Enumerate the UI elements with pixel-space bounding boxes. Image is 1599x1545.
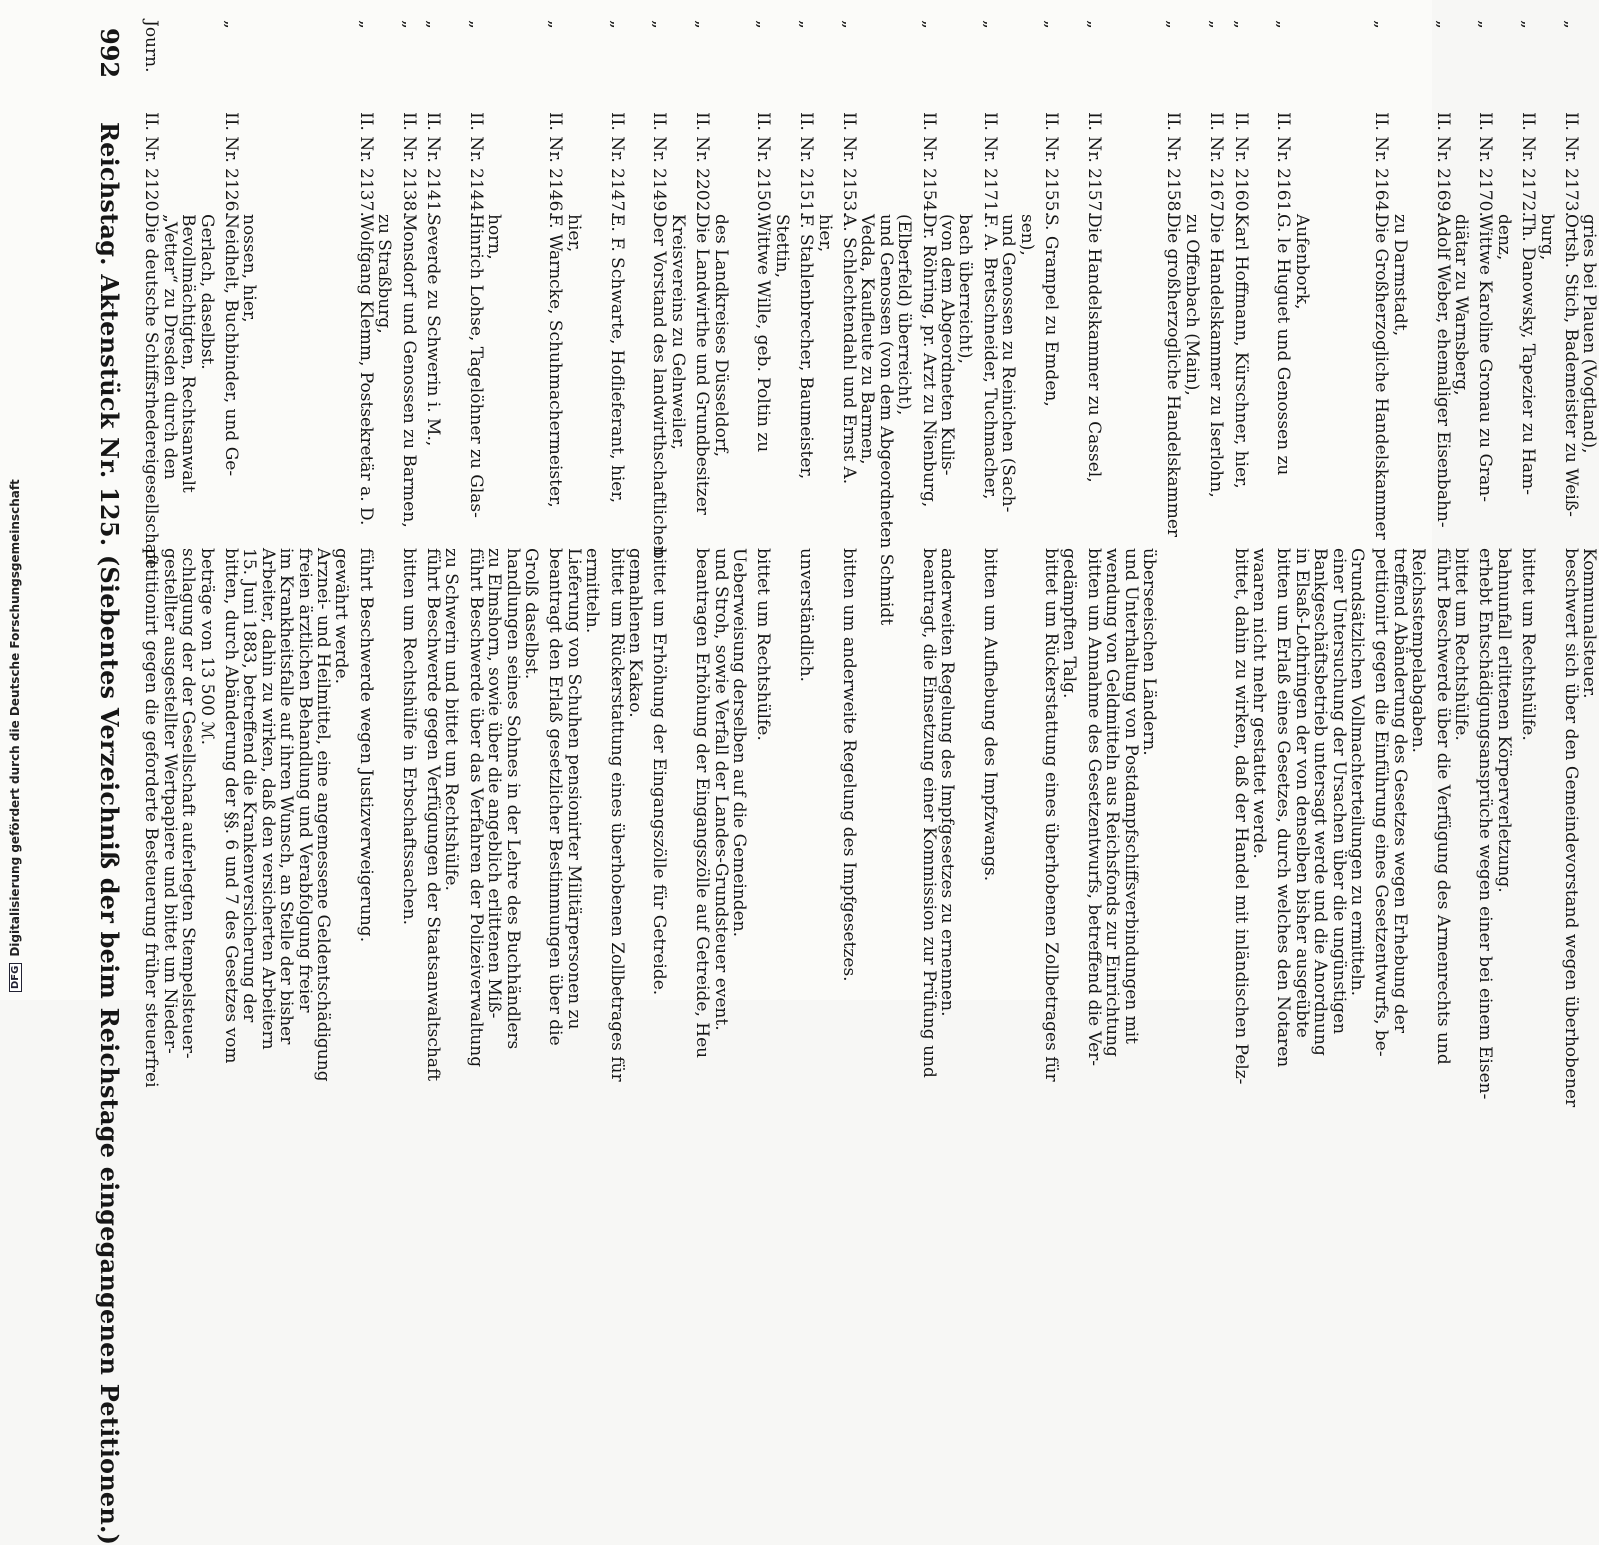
journal-mark <box>919 20 937 58</box>
journal-mark-text: „ <box>796 20 817 29</box>
petitioner <box>693 214 748 548</box>
petition-number <box>649 112 670 217</box>
petitioner-line: Bevollmächtigten, Rechtsanwalt <box>178 214 199 493</box>
petition-content-line: Ueberweisung derselben auf die Gemeinden. <box>728 548 749 938</box>
page-header <box>92 0 128 1545</box>
petition-content-line: handlungen seines Sohnes in der Lehre des Buchhändlers <box>502 548 523 1050</box>
petition-number <box>355 112 376 217</box>
petitioner-line: F. A. Bretschneider, Tuchmacher, <box>979 214 1000 500</box>
petition-entry <box>545 0 603 1046</box>
petition-content <box>840 548 914 998</box>
journal-mark-text: „ <box>355 20 376 29</box>
petitioner-line: (Elberfeld) überreicht), <box>894 214 915 416</box>
petition-number <box>606 112 627 217</box>
petition-content-line: Reichsstempelabgaben. <box>1408 548 1429 753</box>
petition-content-line: gestellter ausgestellter Wertpapiere und bittet um Nieder- <box>159 548 180 1054</box>
journal-mark-text: „ <box>918 20 939 29</box>
petition-content-line: ermitteln. <box>582 548 603 634</box>
petition-number <box>1518 112 1539 217</box>
petition-number <box>692 112 713 217</box>
journal-mark <box>222 20 240 58</box>
petition-number <box>1475 112 1496 217</box>
petition-number <box>796 112 817 217</box>
petitioner <box>980 214 1035 548</box>
petition-content-line: überseeischen Ländern. <box>1138 548 1159 756</box>
petition-content <box>1475 548 1514 1100</box>
petition-content <box>980 548 1035 998</box>
petition-content-line: bittet um Rückerstattung eines überhobenen Zollbetrages für <box>1041 548 1061 1082</box>
journal-mark <box>356 20 374 58</box>
petitioner-line: burg, <box>1536 214 1557 261</box>
petitioner-line: zu Darmstadt, <box>1389 214 1410 337</box>
journal-mark-text: „ <box>1163 20 1184 29</box>
journal-mark <box>466 20 484 58</box>
petitioner-line: Die Landwirthe und Grundbesitzer <box>692 214 713 515</box>
journal-mark <box>399 20 417 58</box>
journal-mark <box>1372 20 1390 58</box>
petitioner-line: Der Vorstand des landwirthschaftlichen <box>649 214 670 557</box>
petition-number-text: II. Nr. 2167. <box>1206 112 1227 217</box>
petition-content-line: Bankgeschäftsbetrieb untersagt werde und die Anordnung <box>1310 548 1331 1056</box>
journal-mark-text: „ <box>423 20 444 29</box>
petition-content-line: beantragen Erhöhung der Eingangszölle auf Getreide, Heu <box>692 548 713 1059</box>
petition-content <box>650 548 687 998</box>
petition-number <box>1083 112 1104 217</box>
petition-content-line: gemahlenen Kakao. <box>624 548 645 718</box>
petition-entry <box>1164 0 1201 1000</box>
journal-mark <box>546 20 564 58</box>
petition-number <box>1371 112 1392 217</box>
journal-mark <box>607 20 625 58</box>
petition-number-text: II. Nr. 2151. <box>796 112 817 217</box>
petitioner-line: hier, <box>814 214 835 253</box>
petitioner <box>1164 214 1201 548</box>
journal-mark <box>840 20 858 58</box>
petition-number-text: II. Nr. 2146. <box>545 112 566 217</box>
petition-number-text: II. Nr. 2141. <box>423 112 444 217</box>
petition-number <box>398 112 419 217</box>
petitioner-line: E. F. Schwarte, Hoflieferant, hier, <box>606 214 627 504</box>
petition-content-line: gewährt werde. <box>331 548 352 685</box>
petitioner <box>1433 214 1470 548</box>
petitioner-line: hier, <box>563 214 584 253</box>
petition-content <box>141 548 217 1088</box>
petitioner <box>1207 214 1225 548</box>
petition-content-line: schlagung der der Gesellschaft auferlegten Stempelsteuer- <box>178 548 199 1059</box>
petitioner-line: zu Offenbach (Main), <box>1181 214 1202 396</box>
petition-number-text: II. Nr. 2137. <box>355 112 376 217</box>
petition-number-text: II. Nr. 2153. <box>839 112 860 217</box>
petitioner <box>1476 214 1513 548</box>
petition-number <box>753 112 774 217</box>
petition-entry <box>1371 0 1429 1057</box>
petition-content <box>692 548 749 1059</box>
journal-mark <box>1084 20 1102 58</box>
petition-content <box>1230 548 1269 1085</box>
petition-entry <box>692 0 749 1059</box>
petitioner-line: bach überreicht), <box>955 214 976 364</box>
journal-mark-text: „ <box>398 20 419 29</box>
journal-mark-text: „ <box>1432 20 1453 29</box>
petition-number <box>1163 112 1184 217</box>
petition-number <box>423 112 444 217</box>
petitioner-line: und Genossen zu Reinichen (Sach- <box>998 214 1019 513</box>
petitioner-line: Neidhelt, Buchbinder, und Ge- <box>221 214 241 477</box>
petition-content <box>1371 548 1429 1057</box>
journal-mark <box>693 20 711 58</box>
petitioner <box>1084 214 1158 548</box>
petition-content-line: bitten, durch Abänderung der §§. 6 und 7 des Gesetzes vom <box>221 548 241 1064</box>
petition-number <box>221 112 242 217</box>
petitioner <box>546 214 601 548</box>
petition-content-line: bitten um Annahme des Gesetzentwurfs, betreffend die Ver- <box>1083 548 1104 1067</box>
petition-content-line: führt Beschwerde über das Verfahren der Polizeiverwaltung <box>465 548 486 1068</box>
petition-entry <box>980 0 1035 1000</box>
petition-entry <box>221 0 352 1082</box>
page-number: 992 <box>95 28 125 79</box>
petition-content <box>1273 548 1367 1068</box>
petition-number <box>1206 112 1227 217</box>
petition-content-line: Kommunalsteuer. <box>1579 548 1599 699</box>
petition-number-text: II. Nr. 2171. <box>979 112 1000 217</box>
petition-number-text: II. Nr. 2126. <box>221 112 242 217</box>
petitioner <box>141 214 217 568</box>
journal-mark-text: „ <box>692 20 713 29</box>
journal-mark <box>1433 20 1451 58</box>
journal-mark-text: „ <box>1230 20 1251 29</box>
journal-mark-text: „ <box>839 20 860 29</box>
petitioner-line: Ortsh. Stich, Bademeister zu Weiß- <box>1560 214 1581 517</box>
petition-entry <box>1432 0 1471 1065</box>
petition-content-line: 15. Juni 1883, betreffend die Krankenversicherung der <box>239 548 260 1023</box>
dfg-logo: DFG <box>9 963 22 992</box>
journal-mark-text: „ <box>753 20 774 29</box>
petition-content-line: freien ärztlichen Behandlung und Verabfolgung freier <box>294 548 315 1013</box>
petitioner-line: zu Straßburg, <box>374 214 395 334</box>
digitization-footer <box>6 479 24 992</box>
petition-entry <box>754 0 791 1000</box>
petitioner-line: gries bei Plauen (Vogtland), <box>1579 214 1599 454</box>
petitioner <box>1042 214 1079 548</box>
petitioner <box>222 214 351 548</box>
petition-number-text: II. Nr. 2149. <box>649 112 670 217</box>
petition-content-line: beschwert sich über den Gemeindevorstand wegen überhobener <box>1560 548 1581 1108</box>
petition-content <box>1083 548 1159 1067</box>
petitioner <box>607 214 644 548</box>
petitioner-line: Adolf Weber, ehemaliger Eisenbahn- <box>1432 214 1453 528</box>
petition-content-line: führt Beschwerde wegen Justizverweigerung. <box>355 548 376 943</box>
petition-number <box>1041 112 1062 217</box>
petition-number-text: II. Nr. 2170. <box>1475 112 1496 217</box>
petition-number-text: II. Nr. 2150. <box>753 112 774 217</box>
petitioner <box>356 214 393 548</box>
petition-content <box>423 548 462 1082</box>
petitioner-line: Wittwe Wille, geb. Poltin zu <box>753 214 774 453</box>
petition-content <box>918 548 974 1078</box>
petition-content-line: bittet um Rechtshülfe. <box>753 548 774 741</box>
petitioner-line: denz, <box>1493 214 1514 261</box>
petition-content-line: Arznei- und Heilmittel, eine angemessene Geldentschädigung <box>312 548 333 1082</box>
petition-content-line: petitionirt gegen die geforderte Besteuerung früher steuerfrei <box>141 548 162 1088</box>
petition-entry <box>606 0 645 1082</box>
petition-content-line: bitten um anderweite Regelung des Impfgesetzes. <box>839 548 859 982</box>
petition-content-line: bittet um Erhöhung der Eingangszölle für Getreide. <box>649 548 670 996</box>
petitioner-line: S. Grampel zu Emden, <box>1041 214 1061 407</box>
petitioner-line: Hinrich Lohse, Tagelöhner zu Glas- <box>465 214 486 518</box>
petition-entry <box>141 0 217 1088</box>
petition-content-line: bitten um Erlaß eines Gesetzes, durch welches den Notaren <box>1273 548 1294 1068</box>
journal-mark-text: „ <box>1041 20 1062 29</box>
petition-number <box>465 112 486 217</box>
petitioner <box>1519 214 1556 548</box>
petitioner-line: Dr. Röhring, pr. Arzt zu Nienburg, <box>918 214 939 508</box>
petition-content-line: und Unterhaltung von Postdampfschiffsverbindungen mit <box>1120 548 1141 1045</box>
petitioner-line: A. Schlechtendahl und Ernst A. <box>839 214 859 485</box>
petition-number-text: II. Nr. 2202. <box>692 112 713 217</box>
journal-mark <box>754 20 772 58</box>
petition-content-line: gedämpften Talg. <box>1059 548 1080 699</box>
petitioner <box>424 214 461 548</box>
journal-mark <box>424 20 442 58</box>
petitioner <box>839 214 915 626</box>
petitioner-line: Karl Hoffmann, Kürschner, hier, <box>1230 214 1251 489</box>
petition-number <box>979 112 1000 217</box>
petition-content-line: zu Schwerin und bittet um Rechtshülfe. <box>441 548 462 891</box>
petitioner-line: Monsdorf und Genossen zu Barmen, <box>398 214 419 528</box>
petition-content-line: in Elsaß-Lothringen der von denselben bisher ausgeübte <box>1291 548 1312 1038</box>
petition-entry <box>797 0 834 1000</box>
petition-number-text: II. Nr. 2164. <box>1371 112 1392 217</box>
journal-mark-text: „ <box>606 20 627 29</box>
journal-mark <box>141 20 162 73</box>
petition-content-line: bittet, dahin zu wirken, daß der Handel mit inländischen Pelz- <box>1230 548 1251 1085</box>
petition-content-line: im Krankheitsfalle auf ihren Wunsch, an Stelle der bisher <box>276 548 297 1045</box>
petitioner-line: F. Stahlenbrecher, Baumeister, <box>796 214 817 480</box>
petition-content <box>356 548 393 998</box>
petitioner-line: Vedda, Kaufleute zu Barmen, <box>857 214 878 465</box>
petition-entry <box>1230 0 1269 1085</box>
journal-mark <box>1164 20 1182 58</box>
journal-mark <box>1042 20 1060 58</box>
journal-mark <box>1207 20 1225 58</box>
footer-text: Digitalisierung gefördert durch die Deutsche Forschungsgemeinschaft <box>8 479 22 957</box>
petitioner <box>399 214 417 548</box>
journal-mark <box>650 20 668 58</box>
petition-entry <box>1519 0 1556 1000</box>
journal-mark-text: „ <box>465 20 486 29</box>
petition-entry <box>356 0 393 1000</box>
petition-number <box>918 112 939 217</box>
petition-content-line: anderweiten Regelung des Impfgesetzes zu ernennen. <box>937 548 957 1017</box>
petition-number-text: II. Nr. 2169. <box>1432 112 1453 217</box>
petition-content-line: beantragt den Erlaß gesetzlicher Bestimmungen über die <box>545 548 566 1046</box>
petition-content-line: waaren nicht mehr gestattet werde. <box>1248 548 1269 859</box>
petitioner-line: F. Warncke, Schuhmachermeister, <box>545 214 566 508</box>
petitioner-line: Die Großherzogliche Handelskammer <box>1371 214 1392 540</box>
petition-content <box>797 548 834 998</box>
petition-entry <box>465 0 541 1068</box>
petition-content-line: bittet um Rechtshülfe. <box>1518 548 1539 741</box>
petition-content-line: Arbeiter, dahin zu wirken, daß den versicherten Arbeitern <box>257 548 278 1050</box>
petition-content-line: führt Beschwerde über die Verfügung des Armenrechts und <box>1432 548 1453 1065</box>
petition-content <box>1432 548 1471 1065</box>
journal-mark-text: „ <box>1371 20 1392 29</box>
petition-number-text: II. Nr. 2161. <box>1273 112 1294 217</box>
petition-content-line: einer Untersuchung der Ursachen über die ungünstigen <box>1328 548 1349 1035</box>
petition-entry <box>1083 0 1159 1067</box>
petition-content-line: beantragt, die Einsetzung einer Kommission zur Prüfung und <box>918 548 939 1078</box>
journal-mark-text: „ <box>1273 20 1294 29</box>
petition-content-line: unverständlich. <box>796 548 817 682</box>
petitioner <box>1562 214 1599 548</box>
petition-content-line: führt Beschwerde gegen Verfügungen der Staatsanwaltschaft <box>423 548 443 1082</box>
petitioner-line: „Vetter“ zu Dresden durch den <box>159 214 180 480</box>
petition-content-line: Grolß daselbst. <box>520 548 541 680</box>
petition-content-line: Grundsätzlichen Vollmachterteilungen zu ermitteln. <box>1346 548 1367 996</box>
petition-content <box>1041 548 1080 1082</box>
petition-entry <box>1560 0 1599 1108</box>
petitioner-line: Th. Danowsky, Tapezier zu Ham- <box>1518 214 1539 495</box>
petition-entry <box>1273 0 1367 1068</box>
petition-number <box>141 112 162 217</box>
petitioner <box>466 214 540 548</box>
petitioner <box>1231 214 1268 548</box>
petition-content <box>221 548 352 1082</box>
petition-number <box>545 112 566 217</box>
petitioner-line: horn, <box>484 214 505 260</box>
journal-mark-text: „ <box>1206 20 1227 29</box>
petition-content <box>606 548 645 1082</box>
journal-mark-text: „ <box>221 20 242 29</box>
petition-content-line: bahnunfall erlittenen Körperverletzung. <box>1493 548 1514 893</box>
petition-content-line: bittet um Rückerstattung eines überhobenen Zollbetrages für <box>606 548 627 1082</box>
petition-number-text: II. Nr. 2155. <box>1041 112 1062 217</box>
petition-content-line: petitionirt gegen die Einführung eines Gesetzentwurfs, be- <box>1371 548 1392 1057</box>
petition-content <box>1519 548 1556 998</box>
petitioner-line: Stettin, <box>771 214 792 278</box>
petitioner-line: Gerlach, daselbst. <box>196 214 217 370</box>
petition-content-line: und Stroh, sowie Verfall der Landes-Grundsteuer event. <box>710 548 731 1031</box>
petitioner-line: Die großherzogliche Handelskammer <box>1163 214 1184 538</box>
petitioner-line: Die Handelskammer zu Iserlohn, <box>1206 214 1227 498</box>
petition-entry <box>840 0 914 1000</box>
petition-content <box>465 548 541 1068</box>
petition-content-line: wendung von Geldmitteln aus Reichsfonds zur Einrichtung <box>1102 548 1123 1057</box>
journal-mark-text: „ <box>1083 20 1104 29</box>
petition-number-text: II. Nr. 2172. <box>1518 112 1539 217</box>
journal-mark <box>1231 20 1249 58</box>
petition-content <box>545 548 603 1046</box>
journal-mark <box>980 20 998 58</box>
petitioner <box>1372 214 1427 548</box>
petition-content <box>399 548 417 998</box>
petition-number-text: II. Nr. 2160. <box>1230 112 1251 217</box>
petition-entry <box>1475 0 1514 1100</box>
petitioner-line: G. le Huguet und Genossen zu <box>1273 214 1294 476</box>
petition-number-text: II. Nr. 2157. <box>1083 112 1104 217</box>
petitioner <box>919 214 974 548</box>
petitioner <box>797 214 834 548</box>
petitioner-line: Severde zu Schwerin i. M., <box>423 214 443 447</box>
petitioner <box>1274 214 1366 548</box>
petition-number-text: II. Nr. 2173. <box>1561 112 1581 217</box>
journal-mark-text: „ <box>1561 20 1581 29</box>
petition-content-line: bitten um Aufhebung des Impfzwangs. <box>979 548 1000 882</box>
petition-number <box>1561 112 1581 217</box>
journal-mark-text: „ <box>979 20 1000 29</box>
petitioner <box>649 214 688 557</box>
petitioner-line: nossen, hier, <box>239 214 260 323</box>
petitioner-line: Wittwe Karoline Gronau zu Gran- <box>1475 214 1496 502</box>
journal-mark <box>1476 20 1494 58</box>
petition-number-text: II. Nr. 2138. <box>398 112 419 217</box>
petition-content-line: bitten um Rechtshülfe in Erbschaftssachen. <box>398 548 419 925</box>
petition-content-line: zu Elmshorn, sowie über die angeblich erlittenen Miß- <box>484 548 505 1019</box>
journal-mark-text: „ <box>1518 20 1539 29</box>
petition-content <box>1560 548 1599 1108</box>
journal-mark-text: „ <box>1475 20 1496 29</box>
petition-number-text: II. Nr. 2147. <box>606 112 627 217</box>
journal-mark <box>1519 20 1537 58</box>
petition-entry <box>423 0 462 1082</box>
journal-mark-text: „ <box>545 20 566 29</box>
petition-entry <box>1041 0 1080 1082</box>
journal-mark-text: „ <box>649 20 670 29</box>
petitioner-line: Aufenbork, <box>1291 214 1312 310</box>
petition-entry <box>399 0 417 1000</box>
journal-mark-text: Journ. <box>141 20 162 73</box>
petitioner-line: Wolfgang Klemm, Postsekretär a. D. <box>355 214 376 526</box>
petition-number-text: II. Nr. 2158. <box>1163 112 1184 217</box>
petitioner <box>754 214 791 548</box>
petitioner-line: und Genossen (von dem Abgeordneten Schmidt <box>875 214 896 626</box>
journal-mark <box>797 20 815 58</box>
petitioner-line: sen), <box>1016 214 1037 256</box>
petition-number <box>1230 112 1251 217</box>
petitioner-line: diätar zu Warnsberg, <box>1450 214 1471 396</box>
petition-entry <box>918 0 976 1078</box>
petitioner-line: Die Handelskammer zu Cassel, <box>1083 214 1104 483</box>
petition-number <box>1432 112 1453 217</box>
journal-mark <box>1562 20 1580 58</box>
petition-content-line: Lieferung von Schuhen pensionirter Militärpersonen zu <box>563 548 584 1030</box>
petitioner-line: (von dem Abgeordneten Kulis- <box>937 214 957 476</box>
petition-number <box>1273 112 1294 217</box>
petitioner-line: des Landkreises Düsseldorf, <box>710 214 731 458</box>
petition-content <box>754 548 791 998</box>
petitioner-line: Kreisvereins zu Gelnweiler, <box>667 214 688 450</box>
petition-number-text: II. Nr. 2120. <box>141 112 162 217</box>
petition-content-line: erhebt Entschädigungsansprüche wegen einer bei einem Eisen- <box>1475 548 1496 1100</box>
petition-entry <box>1207 0 1225 1000</box>
petition-entry <box>650 0 687 1000</box>
petition-number <box>839 112 860 217</box>
petition-number-text: II. Nr. 2144. <box>465 112 486 217</box>
header-title: Reichstag. Aktenstück Nr. 125. (Siebentes Verzeichniß der beim Reichstage eingegangenen Petitionen.) <box>95 122 125 1545</box>
petition-number-text: II. Nr. 2154. <box>918 112 939 217</box>
petition-content-line: bittet um Rechtshülfe. <box>1450 548 1471 741</box>
petition-content-line: beträge von 13 500 ℳ. <box>196 548 217 746</box>
journal-mark <box>1274 20 1292 58</box>
petition-content-line: treffend Abänderung des Gesetzes wegen Erhebung der <box>1389 548 1410 1033</box>
petitioner-line: Die deutsche Schiffsrhedereigesellschaft <box>141 214 162 568</box>
